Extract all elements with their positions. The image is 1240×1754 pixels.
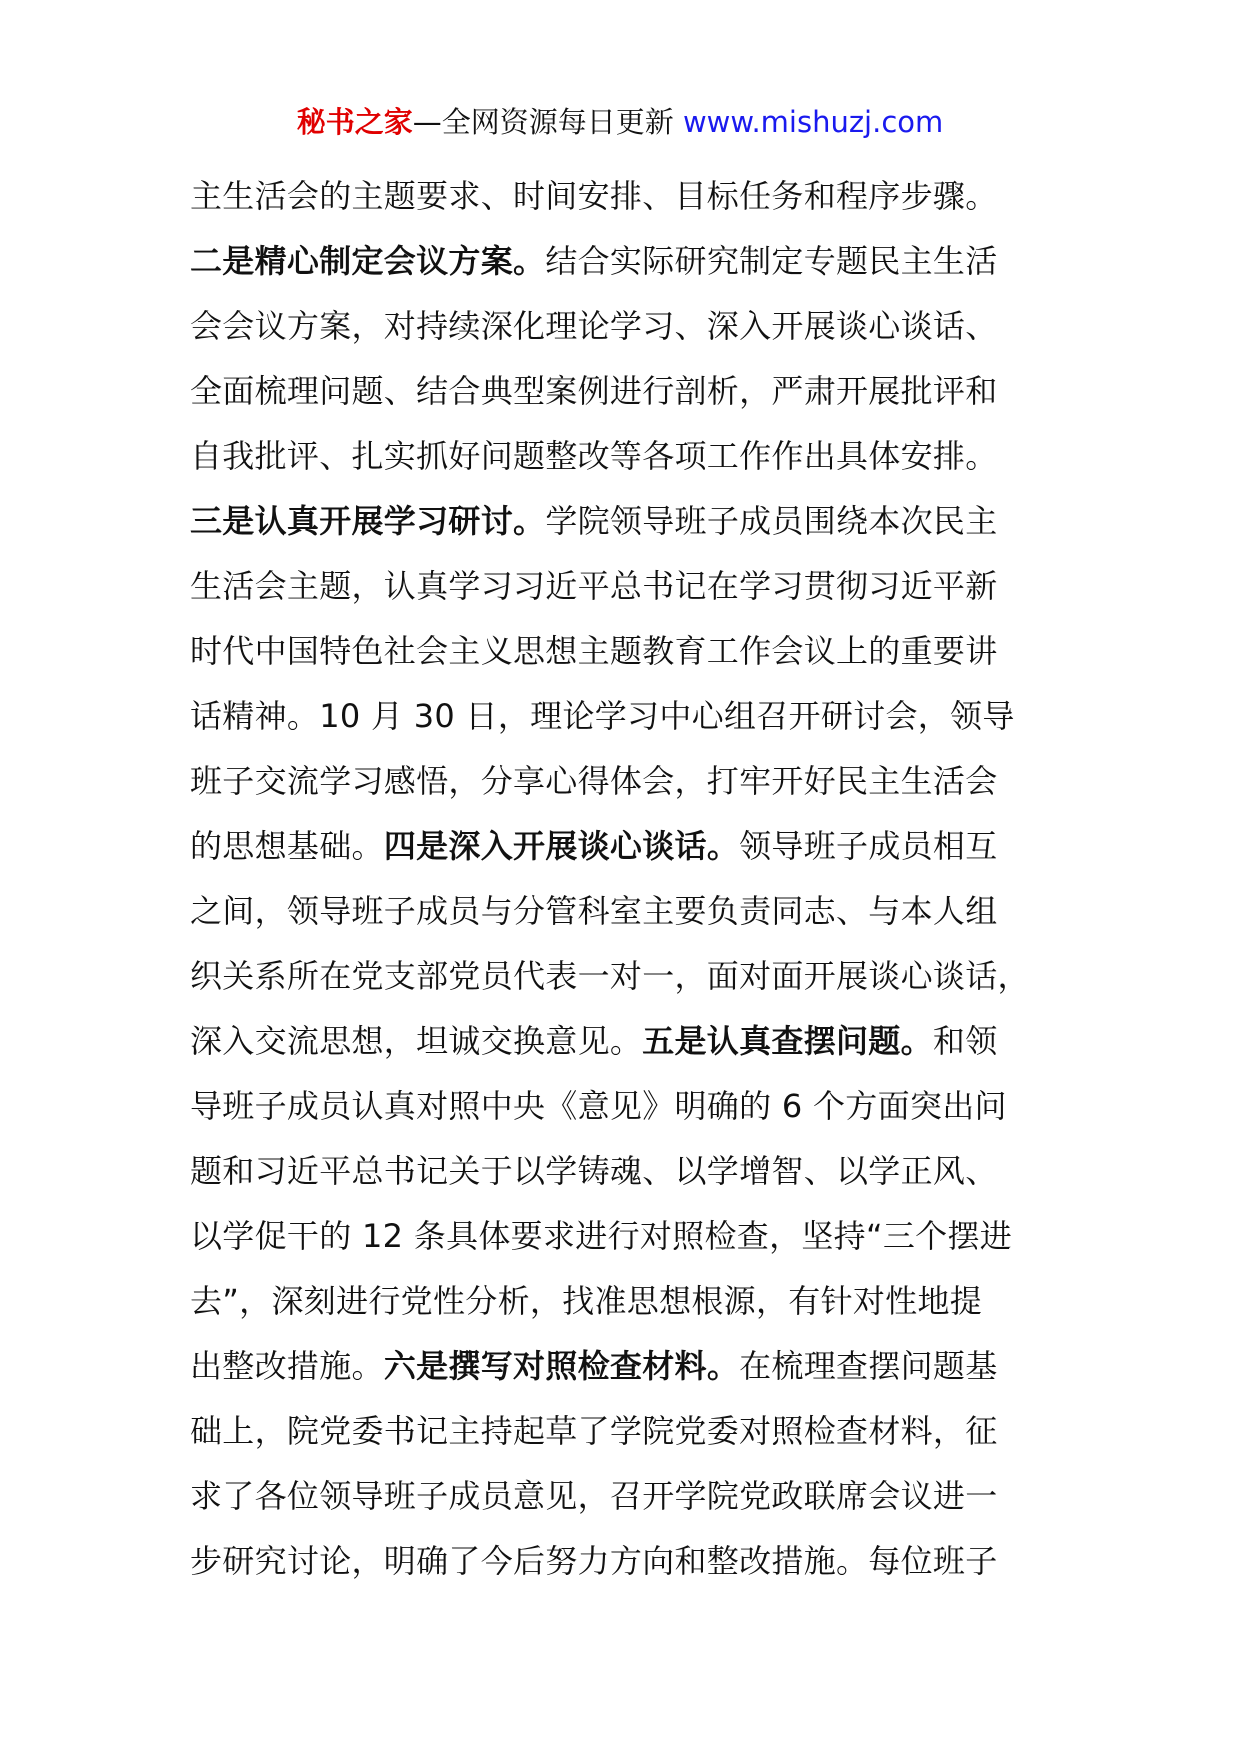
text-line xyxy=(190,489,1070,554)
site-header xyxy=(0,100,1240,144)
text-segment: 主生活会的主题要求、时间安排、目标任务和程序步骤。 xyxy=(190,177,998,215)
text-line xyxy=(190,1529,1070,1594)
text-segment: 的思想基础。 xyxy=(190,827,384,865)
text-line xyxy=(190,1464,1070,1529)
text-line xyxy=(190,164,1070,229)
text-line xyxy=(190,1139,1070,1204)
section-heading: 五是认真查摆问题。 xyxy=(642,1022,933,1060)
text-line xyxy=(190,879,1070,944)
text-segment: 班子交流学习感悟，分享心得体会，打牢开好民主生活会 xyxy=(190,762,998,800)
text-segment: 以学促干的 12 条具体要求进行对照检查，坚持“三个摆进 xyxy=(190,1217,1013,1255)
text-line xyxy=(190,1399,1070,1464)
text-line xyxy=(190,424,1070,489)
text-segment: 自我批评、扎实抓好问题整改等各项工作作出具体安排。 xyxy=(190,437,998,475)
text-line xyxy=(190,1269,1070,1334)
text-segment: 结合实际研究制定专题民主生活 xyxy=(545,242,998,280)
text-line xyxy=(190,1204,1070,1269)
text-line xyxy=(190,814,1070,879)
text-line xyxy=(190,554,1070,619)
text-segment: 领导班子成员相互 xyxy=(739,827,998,865)
text-segment: 织关系所在党支部党员代表一对一，面对面开展谈心谈话， xyxy=(190,957,1030,995)
text-segment: 时代中国特色社会主义思想主题教育工作会议上的重要讲 xyxy=(190,632,998,670)
text-segment: 去”，深刻进行党性分析，找准思想根源，有针对性地提 xyxy=(190,1282,983,1320)
section-heading: 三是认真开展学习研讨。 xyxy=(190,502,546,540)
header-slogan: —全网资源每日更新 xyxy=(412,105,683,139)
text-line xyxy=(190,359,1070,424)
text-line xyxy=(190,229,1070,294)
text-line xyxy=(190,619,1070,684)
text-line xyxy=(190,1009,1070,1074)
text-line xyxy=(190,749,1070,814)
section-heading: 六是撰写对照检查材料。 xyxy=(383,1347,740,1385)
section-heading: 四是深入开展谈心谈话。 xyxy=(383,827,740,865)
site-url[interactable]: www.mishuzj.com xyxy=(682,105,944,139)
text-segment: 深入交流思想，坦诚交换意见。 xyxy=(190,1022,643,1060)
brand-name: 秘书之家 xyxy=(296,105,413,139)
text-segment: 题和习近平总书记关于以学铸魂、以学增智、以学正风、 xyxy=(190,1152,998,1190)
text-segment: 步研究讨论，明确了今后努力方向和整改措施。每位班子 xyxy=(190,1542,998,1580)
text-segment: 出整改措施。 xyxy=(190,1347,384,1385)
text-segment: 话精神。10 月 30 日，理论学习中心组召开研讨会，领导 xyxy=(190,697,1015,735)
text-line xyxy=(190,684,1070,749)
text-segment: 和领 xyxy=(932,1022,998,1060)
text-segment: 生活会主题，认真学习习近平总书记在学习贯彻习近平新 xyxy=(190,567,998,605)
text-segment: 学院领导班子成员围绕本次民主 xyxy=(545,502,998,540)
text-line xyxy=(190,1074,1070,1139)
text-segment: 求了各位领导班子成员意见，召开学院党政联席会议进一 xyxy=(190,1477,998,1515)
text-segment: 础上，院党委书记主持起草了学院党委对照检查材料，征 xyxy=(190,1412,998,1450)
text-line xyxy=(190,1334,1070,1399)
document-body xyxy=(190,164,1070,1594)
text-segment: 在梳理查摆问题基 xyxy=(739,1347,998,1385)
text-segment: 导班子成员认真对照中央《意见》明确的 6 个方面突出问 xyxy=(190,1087,1007,1125)
text-line xyxy=(190,294,1070,359)
text-segment: 全面梳理问题、结合典型案例进行剖析，严肃开展批评和 xyxy=(190,372,998,410)
text-segment: 会会议方案，对持续深化理论学习、深入开展谈心谈话、 xyxy=(190,307,998,345)
text-segment: 之间，领导班子成员与分管科室主要负责同志、与本人组 xyxy=(190,892,998,930)
section-heading: 二是精心制定会议方案。 xyxy=(190,242,546,280)
text-line xyxy=(190,944,1070,1009)
